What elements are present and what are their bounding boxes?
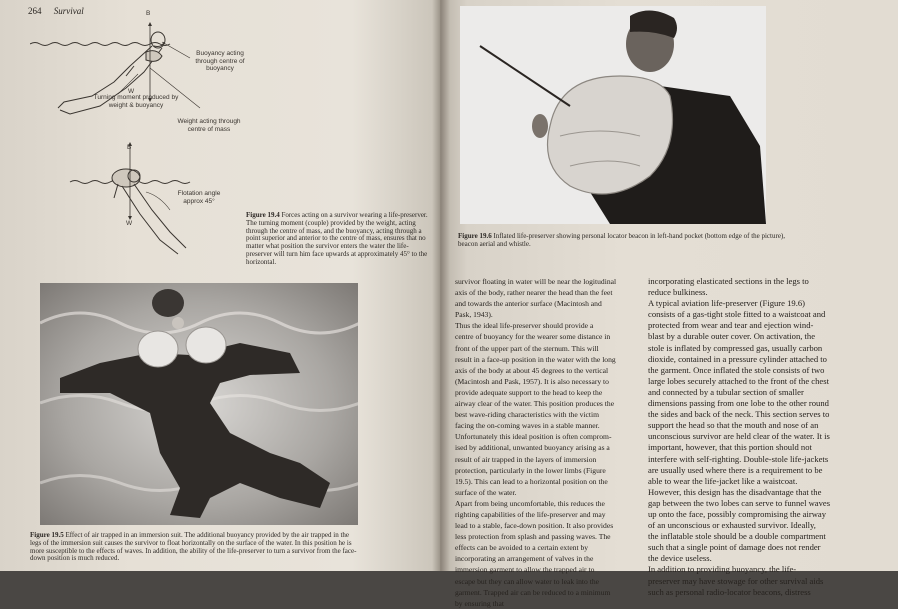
face (172, 317, 184, 329)
diagram-label-weight: Weight acting through centre of mass (177, 118, 241, 133)
text-line: the sides and back of the neck. This section serves to (648, 409, 830, 420)
figure-19-5-photo (40, 283, 358, 525)
text-line: of an unconscious or exhausted survivor. Ideally, (648, 520, 816, 531)
text-line: immersion garment to allow the trapped air to (455, 565, 595, 575)
text-line: Unfortunately this ideal position is often comprom- (455, 432, 612, 442)
text-line: stole is inflated by compressed gas, usually carbon (648, 342, 823, 353)
text-line: such that a single point of damage does not render (648, 542, 821, 553)
running-title: Survival (53, 6, 84, 16)
text-line: by ensuring that (455, 598, 504, 608)
text-line: support the head so that the mouth and nose of an (648, 420, 819, 431)
text-line: and connected by a tubular section of smaller (648, 386, 804, 397)
figure-19-4-label: Figure 19.4 (246, 211, 280, 219)
text-line: surface of the water. (455, 487, 517, 497)
figure-19-5-text: Effect of air trapped in an immersion suit. The additional buoyancy provided by the air trapped in the legs of the immersion suit causes the survivor to float horizontally on the surface of the water. In this position he is more susceptible to the effects of waves. In addition, the ability of the life-preserver to turn a survivor from the face-down position is much reduced. (30, 531, 357, 563)
text-line: blast by a durable outer cover. On activation, the (648, 331, 816, 342)
book-gutter (432, 0, 450, 571)
diagram-label-w-top: W (128, 88, 135, 95)
page-number: 264 (28, 6, 42, 16)
text-line: escape but they can allow water to leak into the (455, 576, 600, 586)
text-line: are usually used where there is a requirement to be (648, 464, 823, 475)
body-column-1 (455, 276, 633, 609)
left-page (0, 0, 440, 571)
text-line: reduce bulkiness. (648, 287, 708, 298)
text-line: garment. Trapped air can be reduced to a minimum (455, 587, 611, 597)
lower-survivor-figure (112, 169, 186, 254)
diagram-label-b-bottom: B (127, 144, 132, 151)
figure-19-5-label: Figure 19.5 (30, 531, 64, 539)
text-line: protected from wear and tear and ejection wind- (648, 320, 814, 331)
text-line: axis of the body at about 45 degrees to the vertical (455, 365, 609, 375)
text-line: axis of the body, rather nearer the head than the feet (455, 288, 613, 298)
figure-19-6-label: Figure 19.6 (458, 232, 492, 240)
text-line: ised by additional, unwanted buoyancy arising as a (455, 443, 610, 453)
text-line: preserver may have stowage for other survival aids (648, 575, 824, 586)
diagram-label-b-top: B (146, 10, 151, 17)
text-line: (Macintosh and Pask, 1957). It is also necessary to (455, 376, 609, 386)
text-line: dioxide, contained in a pressure cylinder attached to (648, 353, 827, 364)
text-line: interfere with self-righting. Double-stole life-jackets (648, 453, 829, 464)
text-line: A typical aviation life-preserver (Figure 19.6) (648, 298, 806, 309)
text-line: facing the on-coming waves in a stable manner. (455, 421, 600, 431)
text-line: effects can be avoided to a certain extent by (455, 543, 589, 553)
left-lobe (138, 331, 178, 367)
text-line: Thus the ideal life-preserver should provide a (455, 321, 594, 331)
text-line: survivor floating in water will be near the logitudinal (455, 277, 617, 286)
text-line: important, however, that this portion should not (648, 442, 812, 453)
upper-b-arrow (148, 22, 152, 26)
text-line: lead to a stable, face-down position. It also provides (455, 521, 614, 531)
helmet (152, 289, 184, 317)
text-line: gap between the two lobes can serve to funnel waves (648, 497, 831, 508)
text-line: up onto the face, possibly compromising the airway (648, 508, 827, 519)
hand (532, 114, 548, 138)
body-column-2 (648, 276, 860, 598)
right-lobe (186, 327, 226, 363)
text-line: provide adequate support to the head to keep the (455, 387, 603, 397)
text-line: In addition to providing buoyancy, the life- (648, 564, 797, 575)
figure-19-4-text: Forces acting on a survivor wearing a life-preserver. The turning moment (couple) provided by the weight, acting through the centre of mass, and the buoyancy, acting through a point superior and anterior to the centre of mass, ensures that no matter what position the survivor enters the water the life-preserver will turn him face upwards at approximately 45° to the horizontal. (246, 211, 428, 266)
text-line: 19.5). This can lead to a horizontal position on the (455, 476, 608, 486)
upper-water-line (30, 43, 170, 46)
text-line: such as personal radio-locator beacons, distress (648, 586, 811, 597)
figure-19-6-caption (458, 233, 788, 249)
text-line: protection, particularly in the lower limbs (Figure (455, 465, 606, 475)
text-line: result in a face-up position in the water with the long (455, 354, 616, 364)
text-line: unconscious survivor are held clear of the water. It is (648, 431, 830, 442)
figure-19-5-caption (30, 532, 360, 563)
running-head (28, 6, 84, 16)
text-line: incorporating elasticated sections in the legs to (648, 276, 809, 286)
diagram-label-buoyancy: Buoyancy acting through centre of buoyancy (195, 50, 245, 72)
text-line: able to wear the life-jacket like a waistcoat. (648, 475, 798, 486)
text-line: and towards the anterior surface (Macintosh and (455, 299, 602, 309)
text-line: the garment. Once inflated the stole consists of two (648, 364, 825, 375)
text-line: righting capabilities of the life-preserver and may (455, 509, 606, 519)
buoyancy-pointer (162, 42, 190, 58)
text-line: best wave-riding characteristics with the victim (455, 410, 600, 420)
text-line: the device useless. (648, 553, 712, 564)
text-line: large lobes securely attached to the front of the chest (648, 375, 829, 386)
text-line: Apart from being uncomfortable, this reduces the (455, 498, 605, 508)
life-preserver-photo-svg (460, 6, 766, 224)
diagram-label-w-bottom: W (126, 220, 133, 227)
diagram-label-flotation: Flotation angle approx 45° (177, 190, 221, 205)
text-line: incorporating an arrangement of valves in the (455, 554, 594, 564)
immersion-photo-svg (40, 283, 358, 525)
figure-19-6-photo (460, 6, 766, 224)
text-line: the inflatable stole should be a double compartment (648, 531, 826, 542)
diagram-label-turning-moment: Turning moment produced by weight & buoyancy (93, 94, 179, 109)
text-line: centre of buoyancy for the wearer some distance in (455, 332, 611, 342)
text-line: Pask, 1943). (455, 310, 493, 320)
text-line: consists of a gas-tight stole fitted to a waistcoat and (648, 309, 826, 320)
figure-19-6-text: Inflated life-preserver showing personal locator beacon in left-hand pocket (bottom edge of the picture), beacon aerial and whistle. (458, 232, 786, 248)
text-line: However, this design has the disadvantage that the (648, 486, 822, 497)
text-line: dimensions passing from one lobe to the other round (648, 398, 829, 409)
text-line: less protection from splash and passing waves. The (455, 532, 611, 542)
figure-19-4-caption (246, 212, 428, 267)
text-line: airway clear of the water. This position produces the (455, 399, 615, 409)
text-line: result of air trapped in the layers of immersion (455, 454, 597, 464)
text-line: front of the upper part of the sternum. This will (455, 343, 599, 353)
